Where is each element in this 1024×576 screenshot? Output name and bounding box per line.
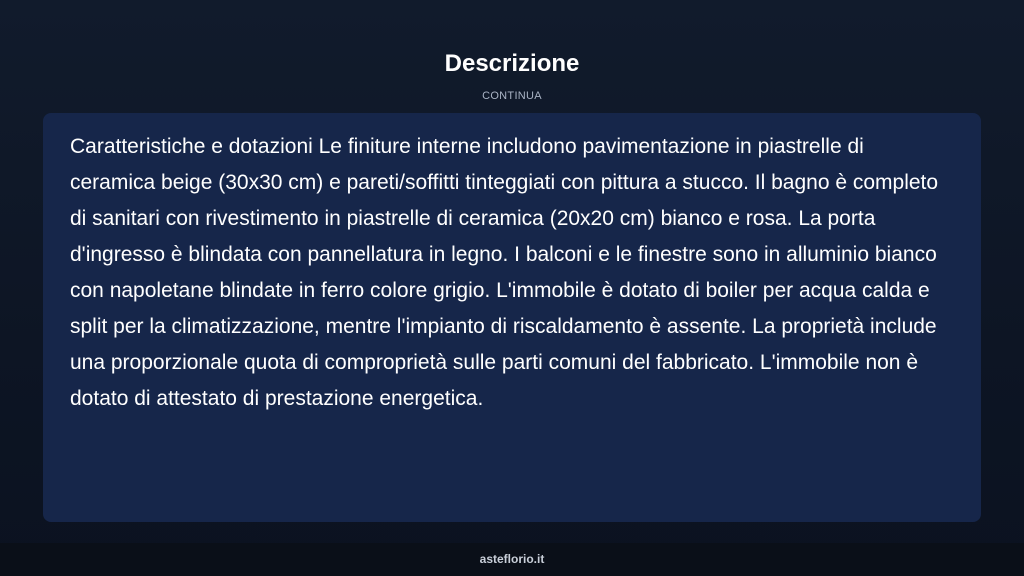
footer-domain: asteflorio.it	[479, 552, 545, 566]
footer-bar	[0, 543, 1024, 576]
page-title: Descrizione	[444, 50, 580, 77]
description-text: Caratteristiche e dotazioni Le finiture interne includono pavimentazione in piastrelle di ceramica beige (30x30 cm) e pareti/soffitti tinteggiati con pittura a stucco. Il bagno è completo di sanitari con rivestimento in piastrelle di ceramica (20x20 cm) bianco e rosa. La porta d'ingresso è blindata con pannellatura in legno. I balconi e le finestre sono in alluminio bianco con napoletane blindate in ferro colore grigio. L'immobile è dotato di boiler per acqua calda e split per la climatizzazione, mentre l'impianto di riscaldamento è assente. La proprietà include una proporzionale quota di comproprietà sulle parti comuni del fabbricato. L'immobile non è dotato di attestato di prestazione energetica.	[70, 135, 939, 410]
description-card	[43, 113, 981, 522]
page-subtitle: CONTINUA	[482, 90, 542, 102]
